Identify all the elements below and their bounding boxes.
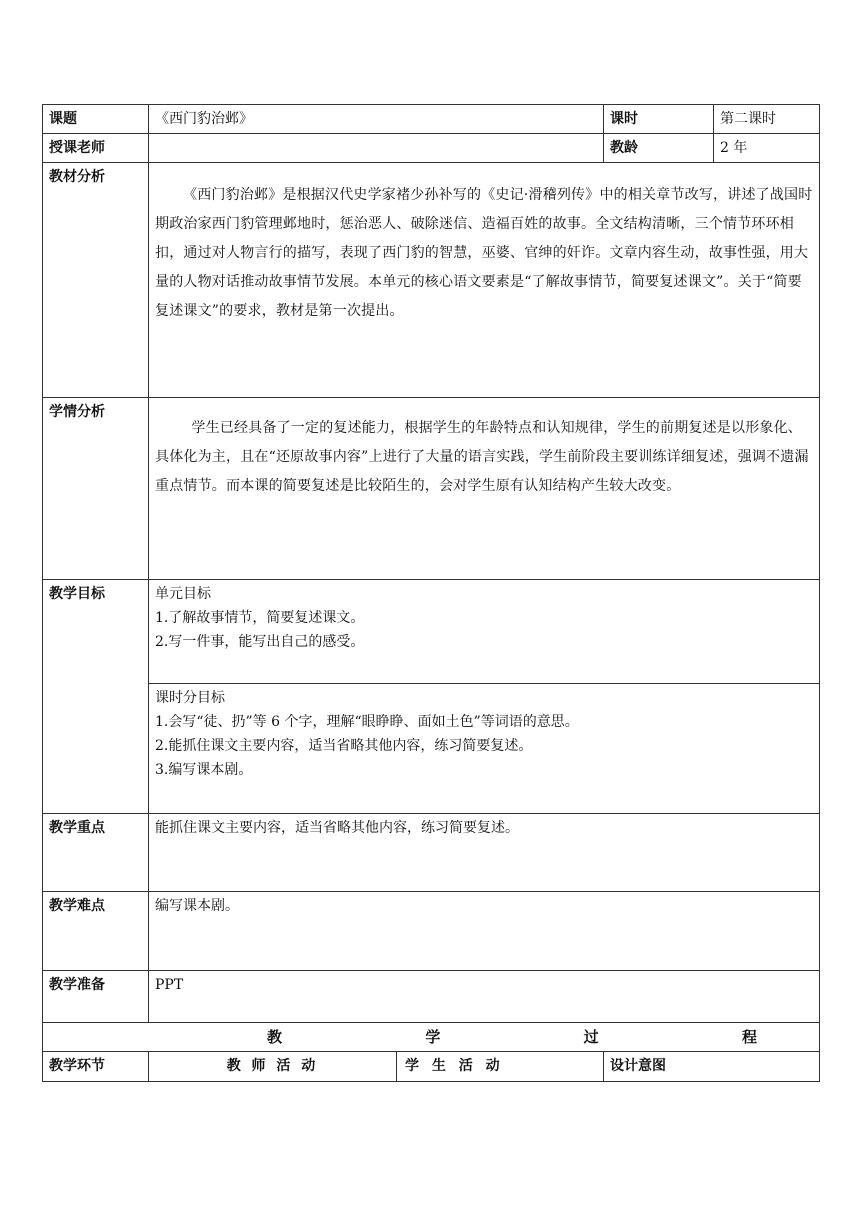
difficulty-row: [43, 892, 820, 971]
process-char: 学: [425, 1028, 441, 1046]
topic-label: 课题: [43, 105, 149, 134]
seniority-value: 2 年: [714, 134, 820, 163]
student-analysis-cell: [149, 398, 820, 580]
key-point-row: [43, 814, 820, 892]
key-point-label: 教学重点: [43, 814, 149, 892]
seniority-label: 教龄: [604, 134, 714, 163]
textbook-analysis-label: 教材分析: [43, 163, 149, 398]
unit-objectives-cell: [149, 580, 820, 684]
process-char: 过: [583, 1028, 599, 1046]
preparation-row: [43, 971, 820, 1023]
lesson-objective-item: 1.会写“徒、扔”等 6 个字，理解“眼睁睁、面如土色”等词语的意思。: [155, 714, 579, 730]
unit-objectives-title: 单元目标: [155, 586, 211, 602]
unit-objective-item: 1.了解故事情节，简要复述课文。: [155, 610, 365, 626]
unit-objectives-row: [43, 580, 820, 684]
process-row: [43, 1023, 820, 1052]
stage-header: 教学环节: [43, 1052, 149, 1082]
difficulty-label: 教学难点: [43, 892, 149, 971]
difficulty-text: 编写课本剧。: [149, 892, 820, 971]
teacher-activity-header: 教 师 活 动: [149, 1052, 397, 1082]
topic-row: [43, 105, 820, 134]
key-point-text: 能抓住课文主要内容，适当省略其他内容，练习简要复述。: [149, 814, 820, 892]
preparation-text: PPT: [149, 971, 820, 1023]
process-heading: [43, 1023, 820, 1052]
teacher-value: [149, 134, 604, 163]
design-intent-header: 设计意图: [604, 1052, 820, 1082]
lesson-plan-table: [42, 104, 820, 1082]
textbook-analysis-text: 《西门豹治邺》是根据汉代史学家褚少孙补写的《史记·滑稽列传》中的相关章节改写，讲述了战国时期政治家西门豹管理邺地时，惩治恶人、破除迷信、造福百姓的故事。全文结构清晰，三个情节环环相扣，通过对人物言行的描写，表现了西门豹的智慧，巫婆、官绅的奸诈。文章内容生动，故事性强，用大量的人物对话推动故事情节发展。本单元的核心语文要素是“了解故事情节，简要复述课文”。关于“简要复述课文”的要求，教材是第一次提出。: [155, 187, 813, 319]
process-char: 程: [741, 1028, 757, 1046]
period-label: 课时: [604, 105, 714, 134]
textbook-analysis-cell: [149, 163, 820, 398]
period-value: 第二课时: [714, 105, 820, 134]
process-char: 教: [267, 1028, 283, 1046]
student-analysis-label: 学情分析: [43, 398, 149, 580]
column-header-row: [43, 1052, 820, 1082]
lesson-objectives-cell: [149, 684, 820, 814]
student-analysis-text: 学生已经具备了一定的复述能力，根据学生的年龄特点和认知规律，学生的前期复述是以形象化、具体化为主，且在“还原故事内容”上进行了大量的语言实践，学生前阶段主要训练详细复述，强调不遗漏重点情节。而本课的简要复述是比较陌生的，会对学生原有认知结构产生较大改变。: [155, 420, 809, 494]
lesson-objectives-title: 课时分目标: [155, 690, 225, 706]
teacher-label: 授课老师: [43, 134, 149, 163]
teacher-row: [43, 134, 820, 163]
objectives-label: 教学目标: [43, 580, 149, 814]
student-analysis-row: [43, 398, 820, 580]
lesson-objectives-row: [43, 684, 820, 814]
lesson-objective-item: 2.能抓住课文主要内容，适当省略其他内容，练习简要复述。: [155, 738, 533, 754]
textbook-analysis-row: [43, 163, 820, 398]
topic-value: 《西门豹治邺》: [149, 105, 604, 134]
student-activity-header: 学 生 活 动: [397, 1052, 604, 1082]
preparation-label: 教学准备: [43, 971, 149, 1023]
unit-objective-item: 2.写一件事，能写出自己的感受。: [155, 634, 365, 650]
lesson-objective-item: 3.编写课本剧。: [155, 762, 253, 778]
